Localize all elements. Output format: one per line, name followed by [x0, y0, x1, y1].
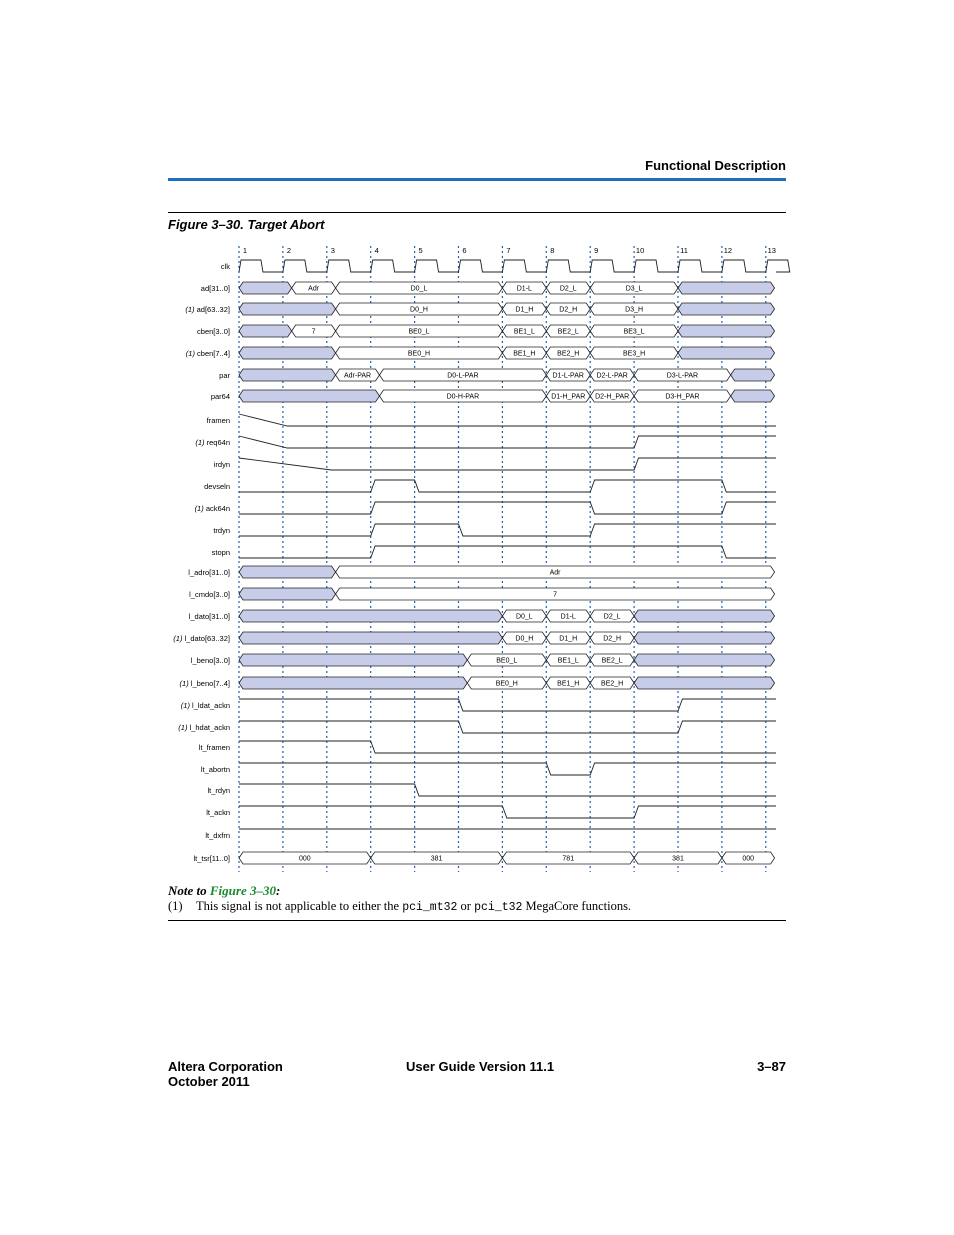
bus-hatched-segment — [239, 282, 292, 294]
bus-value: 000 — [742, 855, 755, 863]
signal-name-l_beno[7..4] — [180, 679, 230, 688]
clock-number: 8 — [550, 246, 555, 255]
bus-value: D1-H_PAR — [551, 393, 586, 401]
footer-company: Altera Corporation — [168, 1059, 283, 1074]
bus-value: 381 — [672, 855, 684, 863]
bus-value: D0-H-PAR — [446, 393, 480, 401]
section-title: Functional Description — [645, 158, 786, 173]
signal-label: cben[7..4] — [197, 349, 230, 358]
signal-name-devseln — [204, 482, 230, 491]
bus-hatched-segment — [731, 390, 775, 402]
bus-value: 7 — [553, 591, 558, 599]
signal-name-l_hdat_ackn — [178, 723, 230, 732]
bus-value: 781 — [562, 855, 575, 863]
bus-value: BE0_H — [495, 680, 518, 688]
signal-label: ad[31..0] — [200, 284, 230, 293]
signal-waveform — [239, 436, 776, 448]
note-marker: (1) — [185, 305, 197, 314]
bus-hatched-segment — [239, 369, 336, 381]
signal-label: stopn — [211, 548, 230, 557]
bus-value: D2_H — [603, 635, 622, 643]
bus-value: D1_H — [515, 306, 534, 314]
bus-value: D1-L-PAR — [552, 372, 584, 380]
footer-left — [168, 1059, 283, 1089]
signal-name-lt_framen — [199, 743, 230, 752]
signal-waveform — [239, 546, 776, 558]
signal-label: l_dato[63..32] — [184, 634, 230, 643]
signal-name-lt_ackn — [206, 808, 230, 817]
clock-number: 12 — [723, 246, 733, 255]
bus-hatched-segment — [634, 677, 774, 689]
signal-waveform — [239, 784, 776, 796]
bus-value: D3-H_PAR — [665, 393, 700, 401]
bus-value: BE0_L — [496, 657, 518, 665]
clock-number: 3 — [330, 246, 335, 255]
bus-hatched-segment — [634, 654, 774, 666]
clock-number: 5 — [418, 246, 423, 255]
note-marker: (1) — [173, 634, 185, 643]
signal-label: clk — [220, 262, 230, 271]
bus-value: BE1_H — [557, 680, 580, 688]
bus-value: D1_H — [559, 635, 578, 643]
signal-name-par64 — [211, 392, 230, 401]
bus-value: D2_H — [559, 306, 578, 314]
signal-name-lt_dxfrn — [205, 831, 230, 840]
signal-label: l_beno[7..4] — [190, 679, 230, 688]
bus-value: D0_L — [515, 613, 533, 621]
signal-label: l_hdat_ackn — [189, 723, 230, 732]
clock-waveform — [239, 260, 790, 272]
bus-value: D0_H — [410, 306, 428, 314]
bus-value: BE1_L — [513, 328, 535, 336]
bus-value: D3_L — [625, 285, 643, 293]
signal-waveform — [239, 458, 776, 470]
figure-ref-link[interactable]: Figure 3–30 — [209, 883, 276, 898]
signal-label: ack64n — [205, 504, 230, 513]
signal-name-par — [219, 371, 230, 380]
bus-value: BE2_H — [601, 680, 624, 688]
bus-value: BE2_L — [601, 657, 623, 665]
bus-value: BE0_H — [407, 350, 431, 358]
signal-name-l_dato[63..32] — [173, 634, 230, 643]
bus-value: BE2_H — [557, 350, 580, 358]
note-marker: (1) — [179, 679, 191, 688]
bus-value: Adr — [308, 285, 320, 293]
signal-name-cben[7..4] — [186, 349, 230, 358]
signal-waveform — [239, 502, 776, 514]
signal-name-ad[31..0] — [201, 284, 230, 293]
bus-value: D3_H — [625, 306, 644, 314]
signal-waveform — [239, 480, 776, 492]
signal-name-l_beno[3..0] — [191, 656, 230, 665]
bus-value: D0_H — [515, 635, 534, 643]
figure-bottom-rule — [168, 920, 786, 921]
signal-waveform — [239, 763, 776, 775]
signal-label: l_ldat_ackn — [192, 701, 230, 710]
signal-name-framen — [207, 416, 230, 425]
signal-label: lt_dxfrn — [205, 831, 230, 840]
signal-label: ad[63..32] — [196, 305, 230, 314]
bus-value: 000 — [299, 855, 311, 863]
signal-label: l_dato[31..0] — [188, 612, 230, 621]
footer-version: User Guide Version 11.1 — [406, 1059, 555, 1074]
note-marker: (1) — [178, 723, 190, 732]
bus-hatched-segment — [634, 610, 774, 622]
bus-hatched-segment — [239, 588, 336, 600]
bus-hatched-segment — [239, 654, 467, 666]
signal-waveform — [239, 414, 776, 426]
bus-value: D2_L — [603, 613, 621, 621]
signal-name-cben[3..0] — [197, 327, 230, 336]
clock-number: 7 — [506, 246, 511, 255]
bus-value: D1-L — [560, 613, 576, 621]
clock-number: 11 — [680, 246, 688, 255]
signal-label: trdyn — [213, 526, 230, 535]
bus-hatched-segment — [239, 566, 336, 578]
bus-hatched-segment — [239, 303, 336, 315]
bus-hatched-segment — [731, 369, 775, 381]
signal-label: lt_ackn — [206, 808, 230, 817]
bus-hatched-segment — [239, 677, 467, 689]
bus-value: 381 — [430, 855, 443, 863]
signal-label: devseln — [204, 482, 230, 491]
signal-label: lt_abortn — [200, 765, 230, 774]
signal-label: lt_framen — [198, 743, 230, 752]
note-marker: (1) — [185, 349, 198, 358]
bus-value: D2_L — [559, 285, 577, 293]
figure-title: Figure 3–30. Target Abort — [168, 217, 325, 232]
signal-name-l_cmdo[3..0] — [189, 590, 230, 599]
clock-number: 4 — [374, 246, 379, 255]
bus-value: D0_L — [410, 285, 428, 293]
clock-number: 10 — [635, 246, 645, 255]
signal-name-ack64n — [195, 504, 230, 513]
clock-number: 2 — [286, 246, 291, 255]
signal-waveform — [239, 741, 776, 753]
signal-waveform — [239, 524, 776, 536]
signal-label: framen — [206, 416, 230, 425]
signal-name-req64n — [195, 438, 230, 447]
bus-hatched-segment — [239, 347, 336, 359]
figure-note-1: (1) This signal is not applicable to either the pci_mt32 or pci_t32 MegaCore functions. — [168, 899, 632, 914]
signal-label: l_beno[3..0] — [190, 656, 230, 665]
bus-hatched-segment — [239, 390, 379, 402]
bus-hatched-segment — [678, 282, 775, 294]
signal-name-lt_abortn — [201, 765, 230, 774]
bus-hatched-segment — [678, 347, 775, 359]
bus-hatched-segment — [678, 303, 775, 315]
bus-value: D2-H_PAR — [595, 393, 630, 401]
bus-value: D0-L-PAR — [447, 372, 479, 380]
signal-label: lt_rdyn — [207, 786, 230, 795]
signal-label: irdyn — [213, 460, 230, 469]
bus-value: BE0_L — [408, 328, 430, 336]
bus-value: BE3_L — [623, 328, 645, 336]
signal-label: l_adro[31..0] — [188, 568, 230, 577]
clock-number: 6 — [462, 246, 467, 255]
bus-hatched-segment — [239, 325, 292, 337]
signal-name-l_dato[31..0] — [189, 612, 230, 621]
bus-hatched-segment — [239, 610, 502, 622]
signal-name-clk — [221, 262, 230, 271]
bus-hatched-segment — [678, 325, 775, 337]
signal-waveform — [239, 721, 776, 733]
footer-page: 3–87 — [757, 1059, 786, 1074]
signal-name-l_ldat_ackn — [181, 701, 230, 710]
signal-name-irdyn — [214, 460, 230, 469]
signal-label: cben[3..0] — [197, 327, 230, 336]
bus-value: Adr-PAR — [343, 372, 372, 380]
signal-name-lt_tsr[11..0] — [193, 854, 230, 863]
clock-number: 13 — [767, 246, 776, 255]
bus-hatched-segment — [634, 632, 774, 644]
clock-number: 9 — [594, 246, 599, 255]
note-marker: (1) — [194, 504, 206, 513]
bus-value: BE2_L — [557, 328, 579, 336]
signal-name-ad[63..32] — [185, 305, 230, 314]
clock-number: 1 — [242, 246, 248, 255]
footer-date: October 2011 — [168, 1074, 250, 1089]
signal-waveform — [239, 806, 776, 818]
signal-label: par — [219, 371, 230, 380]
signal-name-stopn — [212, 548, 230, 557]
bus-value: BE3_H — [623, 350, 646, 358]
bus-value: D3-L-PAR — [666, 372, 699, 380]
bus-value: Adr — [549, 569, 561, 577]
signal-label: par64 — [210, 392, 230, 401]
bus-value: BE1_L — [557, 657, 579, 665]
note-marker: (1) — [180, 701, 193, 710]
bus-value: D1-L — [516, 285, 532, 293]
note-marker: (1) — [195, 438, 207, 447]
signal-label: req64n — [206, 438, 230, 447]
signal-label: lt_tsr[11..0] — [193, 854, 230, 863]
signal-name-trdyn — [213, 526, 230, 535]
bus-value: BE1_H — [513, 350, 536, 358]
signal-name-lt_rdyn — [207, 786, 230, 795]
bus-value: D2-L-PAR — [596, 372, 628, 380]
bus-value: 7 — [311, 328, 316, 336]
signal-waveform — [239, 699, 776, 711]
signal-label: l_cmdo[3..0] — [189, 590, 230, 599]
figure-note-title: Note to Figure 3–30: — [168, 883, 281, 898]
bus-hatched-segment — [239, 632, 502, 644]
signal-name-l_adro[31..0] — [188, 568, 230, 577]
